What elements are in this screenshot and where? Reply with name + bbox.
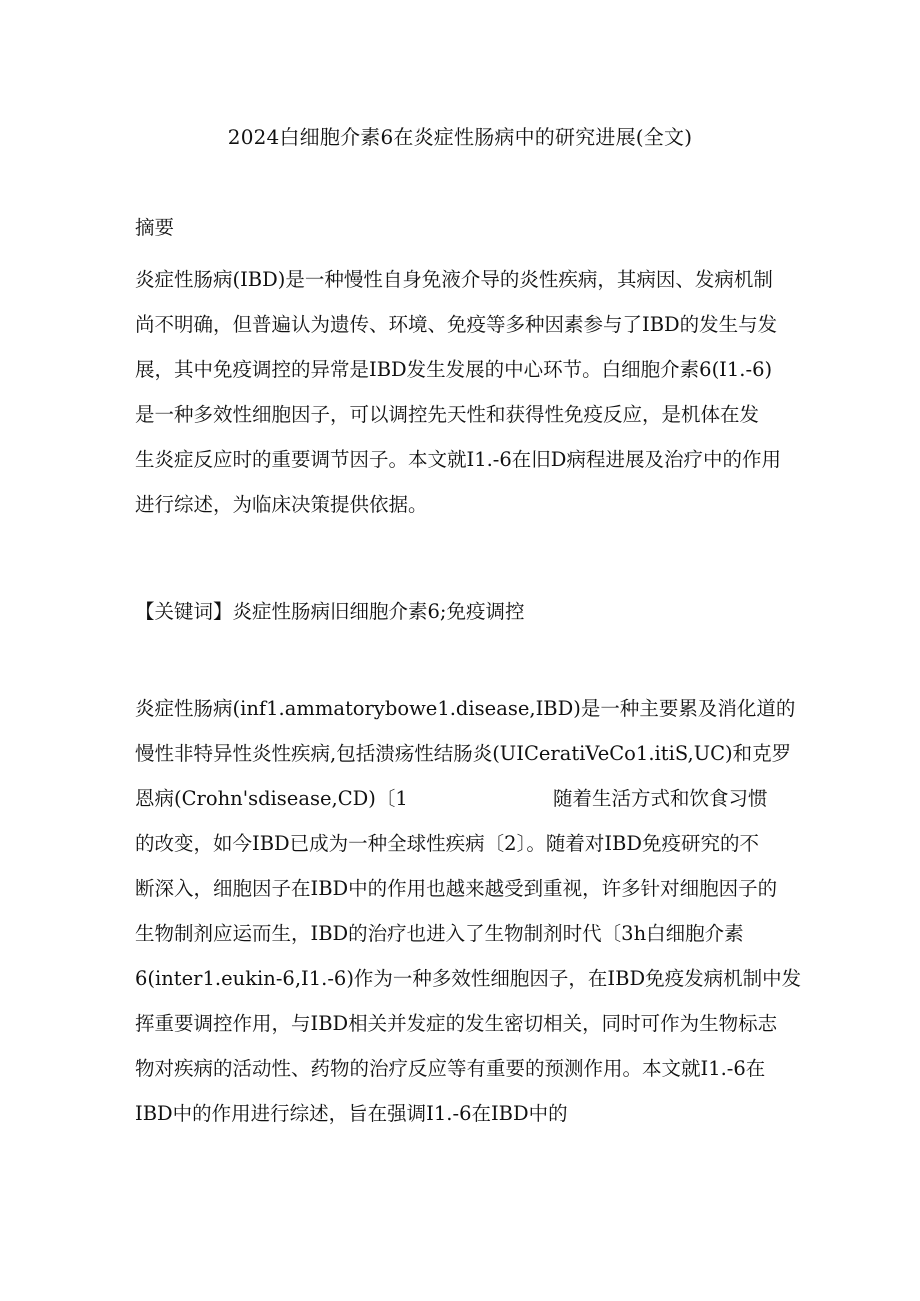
- body-line: IBD中的作用进行综述，旨在强调I1.-6在IBD中的: [135, 1102, 568, 1125]
- body-line: 挥重要调控作用，与IBD相关并发症的发生密切相关，同时可作为生物标志: [135, 1012, 778, 1035]
- body-line: 生物制剂应运而生，IBD的治疗也进入了生物制剂时代〔3h白细胞介素: [135, 922, 744, 945]
- body-line-right: 随着生活方式和饮食习惯: [553, 787, 768, 810]
- body-line: 断深入，细胞因子在IBD中的作用也越来越受到重视，许多针对细胞因子的: [135, 877, 778, 900]
- body-line: 炎症性肠病(inf1.ammatorybowe1.disease,IBD)是一种主要累及消化道的: [135, 697, 796, 720]
- abstract-paragraph: [135, 257, 795, 527]
- body-line-left: 恩病(Crohn'sdisease,CD)〔1: [135, 787, 408, 810]
- body-line: [135, 776, 795, 821]
- abstract-line: 进行综述，为临床决策提供依据。: [135, 493, 428, 516]
- abstract-line: 炎症性肠病(IBD)是一种慢性自身免液介导的炎性疾病，其病因、发病机制: [135, 268, 773, 291]
- abstract-line: 是一种多效性细胞因子，可以调控先天性和获得性免疫反应，是机体在发: [135, 403, 760, 426]
- body-line: 慢性非特异性炎性疾病,包括溃疡性结肠炎(UICeratiVeCo1.itiS,UC)和克罗: [135, 742, 792, 765]
- body-line: 6(inter1.eukin-6,I1.-6)作为一种多效性细胞因子，在IBD免疫发病机制中发: [135, 967, 802, 990]
- document-title: 2024白细胞介素6在炎症性肠病中的研究进展(全文): [227, 125, 693, 149]
- abstract-line: 展，其中免疫调控的异常是IBD发生发展的中心环节。白细胞介素6(I1.-6): [135, 358, 773, 381]
- body-line: 的改变，如今IBD已成为一种全球性疾病〔2〕。随着对IBD免疫研究的不: [135, 832, 759, 855]
- abstract-line: 尚不明确，但普遍认为遗传、环境、免疫等多种因素参与了IBD的发生与发: [135, 313, 778, 336]
- keywords-line: 【关键词】炎症性肠病旧细胞介素6;免疫调控: [135, 600, 525, 623]
- body-paragraph: [135, 686, 802, 1136]
- abstract-heading: 摘要: [135, 216, 175, 239]
- abstract-line: 生炎症反应时的重要调节因子。本文就I1.-6在旧D病程进展及治疗中的作用: [135, 448, 781, 471]
- body-line: 物对疾病的活动性、药物的治疗反应等有重要的预测作用。本文就I1.-6在: [135, 1057, 766, 1080]
